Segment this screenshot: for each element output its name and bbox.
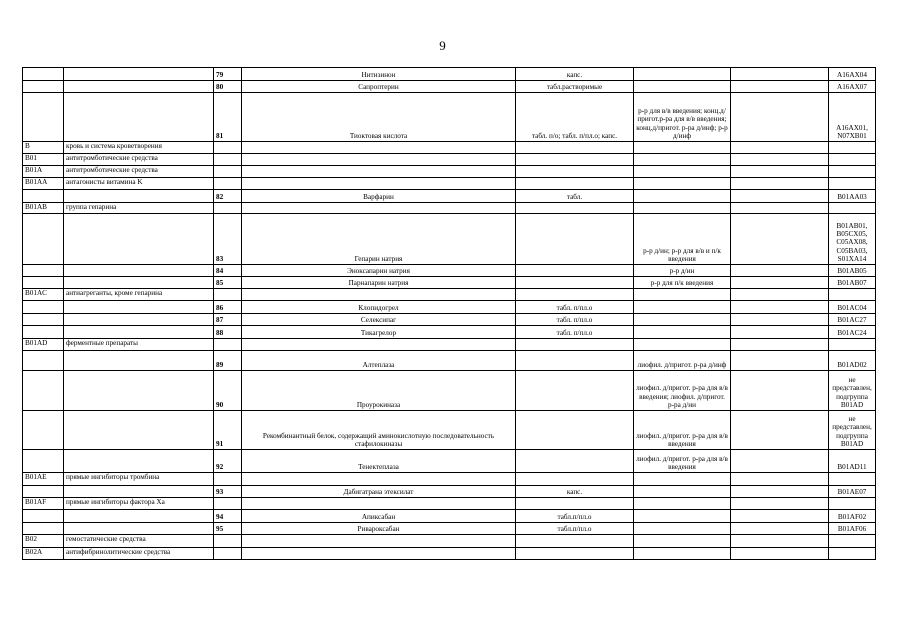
atc-group-code <box>23 486 64 498</box>
empty-cell <box>731 535 829 548</box>
dosage-form <box>516 450 634 473</box>
dosage-form <box>516 154 634 166</box>
atc-group-code: B01AA <box>23 178 64 190</box>
empty-cell <box>731 178 829 190</box>
atc-code <box>829 142 876 154</box>
administration-form <box>634 154 731 166</box>
drug-name: Дабигатрана этексилат <box>242 486 516 498</box>
administration-form <box>634 498 731 510</box>
table-row <box>23 81 876 93</box>
administration-form <box>634 535 731 548</box>
administration-form <box>634 523 731 535</box>
atc-group-code <box>23 523 64 535</box>
group-name <box>64 190 214 203</box>
empty-cell <box>731 498 829 510</box>
atc-code <box>829 166 876 178</box>
group-name: кровь и система кроветворения <box>64 142 214 154</box>
drug-name: Парнапарин натрия <box>242 277 516 289</box>
group-name <box>64 510 214 523</box>
item-number <box>214 142 242 154</box>
atc-code <box>829 535 876 548</box>
atc-code: B01AC27 <box>829 314 876 326</box>
item-number: 93 <box>214 486 242 498</box>
dosage-form: табл. п/пл.о <box>516 301 634 314</box>
atc-code: B01AA03 <box>829 190 876 203</box>
dosage-form <box>516 265 634 277</box>
empty-cell <box>731 450 829 473</box>
dosage-form <box>516 473 634 486</box>
dosage-form: капс. <box>516 486 634 498</box>
item-number <box>214 166 242 178</box>
group-name <box>64 81 214 93</box>
administration-form <box>634 166 731 178</box>
drug-name: Сапроптерин <box>242 81 516 93</box>
dosage-form <box>516 498 634 510</box>
empty-cell <box>731 473 829 486</box>
item-number <box>214 548 242 560</box>
group-name <box>64 371 214 411</box>
group-name <box>64 314 214 326</box>
drug-name: Проурокиназа <box>242 371 516 411</box>
atc-group-code: B01AC <box>23 289 64 301</box>
administration-form <box>634 339 731 351</box>
administration-form <box>634 203 731 214</box>
administration-form <box>634 326 731 339</box>
item-number: 91 <box>214 411 242 450</box>
group-row <box>23 178 876 190</box>
group-row <box>23 535 876 548</box>
table-row <box>23 351 876 371</box>
atc-group-code: B01AB <box>23 203 64 214</box>
group-name <box>64 301 214 314</box>
table-row <box>23 68 876 81</box>
item-number: 92 <box>214 450 242 473</box>
group-name: группа гепарина <box>64 203 214 214</box>
group-row <box>23 154 876 166</box>
drug-name: Тиоктовая кислота <box>242 93 516 142</box>
item-number <box>214 289 242 301</box>
table-row <box>23 411 876 450</box>
atc-code: B01AF02 <box>829 510 876 523</box>
dosage-form <box>516 371 634 411</box>
atc-group-code <box>23 81 64 93</box>
atc-group-code <box>23 277 64 289</box>
administration-form: р-р д/ин; р-р для в/в и п/к введения <box>634 214 731 265</box>
atc-group-code <box>23 510 64 523</box>
group-name <box>64 351 214 371</box>
item-number: 81 <box>214 93 242 142</box>
atc-code: A16AX07 <box>829 81 876 93</box>
group-row <box>23 142 876 154</box>
administration-form <box>634 510 731 523</box>
drug-name <box>242 339 516 351</box>
atc-code: B01AD02 <box>829 351 876 371</box>
item-number: 88 <box>214 326 242 339</box>
atc-code <box>829 473 876 486</box>
administration-form: лиофил. д/пригот. р-ра для в/в введения; лиофил. д/пригот. р-ра д/ин <box>634 371 731 411</box>
empty-cell <box>731 190 829 203</box>
page-number: 9 <box>439 38 446 53</box>
drug-name: Гепарин натрия <box>242 214 516 265</box>
dosage-form <box>516 411 634 450</box>
empty-cell <box>731 277 829 289</box>
dosage-form: капс. <box>516 68 634 81</box>
item-number: 80 <box>214 81 242 93</box>
empty-cell <box>731 339 829 351</box>
table-row <box>23 93 876 142</box>
atc-group-code: B01AF <box>23 498 64 510</box>
table-row <box>23 523 876 535</box>
group-name: антитромботические средства <box>64 166 214 178</box>
atc-code <box>829 498 876 510</box>
group-name: ферментные препараты <box>64 339 214 351</box>
dosage-form <box>516 178 634 190</box>
table-row <box>23 371 876 411</box>
drug-name: Алтеплаза <box>242 351 516 371</box>
administration-form: р-р д/ин <box>634 265 731 277</box>
group-name <box>64 214 214 265</box>
drug-name: Тикагрелор <box>242 326 516 339</box>
atc-code <box>829 203 876 214</box>
drug-name <box>242 548 516 560</box>
group-name <box>64 523 214 535</box>
item-number: 94 <box>214 510 242 523</box>
drug-name <box>242 473 516 486</box>
item-number: 79 <box>214 68 242 81</box>
table-row <box>23 301 876 314</box>
administration-form: лиофил. д/пригот. р-ра для в/в введения <box>634 411 731 450</box>
administration-form: лиофил. д/пригот. р-ра д/инф <box>634 351 731 371</box>
dosage-form: табл.п/пл.о <box>516 523 634 535</box>
empty-cell <box>731 548 829 560</box>
drug-name: Эноксапарин натрия <box>242 265 516 277</box>
administration-form <box>634 548 731 560</box>
table-row <box>23 510 876 523</box>
administration-form <box>634 473 731 486</box>
atc-code: B01AB05 <box>829 265 876 277</box>
atc-code: B01AE07 <box>829 486 876 498</box>
dosage-form: табл.п/пл.о <box>516 510 634 523</box>
empty-cell <box>731 68 829 81</box>
empty-cell <box>731 523 829 535</box>
empty-cell <box>731 166 829 178</box>
empty-cell <box>731 289 829 301</box>
atc-group-code: B01 <box>23 154 64 166</box>
group-name <box>64 277 214 289</box>
item-number: 90 <box>214 371 242 411</box>
atc-group-code <box>23 301 64 314</box>
drug-name: Нитизинон <box>242 68 516 81</box>
administration-form: р-р для в/в введения; конц.д/пригот.р-ра для в/в введения; конц.д/пригот. р-ра д/инф; р-р д/инф <box>634 93 731 142</box>
group-name: гемостатические средства <box>64 535 214 548</box>
empty-cell <box>731 510 829 523</box>
dosage-form: табл.растворимые <box>516 81 634 93</box>
table-row <box>23 326 876 339</box>
item-number: 82 <box>214 190 242 203</box>
administration-form <box>634 289 731 301</box>
group-name <box>64 486 214 498</box>
dosage-form <box>516 339 634 351</box>
atc-code <box>829 178 876 190</box>
drug-name <box>242 178 516 190</box>
item-number: 95 <box>214 523 242 535</box>
empty-cell <box>731 214 829 265</box>
drug-name: Апиксабан <box>242 510 516 523</box>
group-name <box>64 93 214 142</box>
group-name: антифибринолитические средства <box>64 548 214 560</box>
group-name <box>64 450 214 473</box>
administration-form <box>634 314 731 326</box>
drug-name <box>242 498 516 510</box>
group-name: антитромботические средства <box>64 154 214 166</box>
atc-group-code: B01AD <box>23 339 64 351</box>
group-row <box>23 166 876 178</box>
atc-group-code: B01A <box>23 166 64 178</box>
atc-code <box>829 289 876 301</box>
atc-code: B01AC04 <box>829 301 876 314</box>
atc-group-code <box>23 314 64 326</box>
dosage-form: табл. п/пл.о <box>516 326 634 339</box>
item-number: 84 <box>214 265 242 277</box>
table-row <box>23 214 876 265</box>
atc-group-code <box>23 450 64 473</box>
drug-name: Ривароксабан <box>242 523 516 535</box>
item-number: 87 <box>214 314 242 326</box>
atc-code <box>829 339 876 351</box>
dosage-form: табл. п/пл.о <box>516 314 634 326</box>
atc-group-code <box>23 265 64 277</box>
empty-cell <box>731 326 829 339</box>
table-row <box>23 190 876 203</box>
empty-cell <box>731 154 829 166</box>
atc-code: B01AD11 <box>829 450 876 473</box>
empty-cell <box>731 371 829 411</box>
drug-name: Тенектеплаза <box>242 450 516 473</box>
empty-cell <box>731 301 829 314</box>
atc-group-code: B01AE <box>23 473 64 486</box>
item-number: 86 <box>214 301 242 314</box>
drug-name <box>242 203 516 214</box>
atc-code <box>829 548 876 560</box>
group-name: прямые ингибиторы тромбина <box>64 473 214 486</box>
group-name <box>64 68 214 81</box>
item-number <box>214 203 242 214</box>
group-name <box>64 411 214 450</box>
atc-code: A16AX04 <box>829 68 876 81</box>
empty-cell <box>731 351 829 371</box>
dosage-form <box>516 277 634 289</box>
atc-code: B01AF06 <box>829 523 876 535</box>
atc-group-code <box>23 68 64 81</box>
group-name: антагонисты витамина K <box>64 178 214 190</box>
empty-cell <box>731 486 829 498</box>
group-name <box>64 326 214 339</box>
administration-form <box>634 81 731 93</box>
table-row <box>23 265 876 277</box>
group-row <box>23 473 876 486</box>
group-row <box>23 498 876 510</box>
item-number <box>214 535 242 548</box>
table-row <box>23 450 876 473</box>
atc-group-code <box>23 351 64 371</box>
item-number <box>214 473 242 486</box>
atc-code: B01AC24 <box>829 326 876 339</box>
item-number <box>214 339 242 351</box>
atc-group-code <box>23 326 64 339</box>
dosage-form <box>516 548 634 560</box>
empty-cell <box>731 314 829 326</box>
empty-cell <box>731 93 829 142</box>
atc-group-code <box>23 214 64 265</box>
administration-form <box>634 178 731 190</box>
table-row <box>23 486 876 498</box>
group-name: прямые ингибиторы фактора Xa <box>64 498 214 510</box>
item-number: 85 <box>214 277 242 289</box>
drug-name <box>242 142 516 154</box>
group-row <box>23 339 876 351</box>
administration-form <box>634 68 731 81</box>
dosage-form <box>516 203 634 214</box>
dosage-form <box>516 142 634 154</box>
atc-group-code <box>23 190 64 203</box>
atc-code: не представлен, подгруппа B01AD <box>829 411 876 450</box>
atc-group-code <box>23 93 64 142</box>
administration-form: лиофил. д/пригот. р-ра для в/в введения <box>634 450 731 473</box>
empty-cell <box>731 142 829 154</box>
item-number <box>214 178 242 190</box>
administration-form <box>634 301 731 314</box>
administration-form <box>634 486 731 498</box>
atc-code: не представлен, подгруппа B01AD <box>829 371 876 411</box>
dosage-form <box>516 351 634 371</box>
empty-cell <box>731 265 829 277</box>
group-name: антиагреганты, кроме гепарина <box>64 289 214 301</box>
drug-name <box>242 535 516 548</box>
item-number: 83 <box>214 214 242 265</box>
group-row <box>23 289 876 301</box>
table-row <box>23 314 876 326</box>
drug-list-table <box>22 67 876 560</box>
dosage-form <box>516 289 634 301</box>
drug-name: Клопидогрел <box>242 301 516 314</box>
administration-form <box>634 190 731 203</box>
empty-cell <box>731 81 829 93</box>
atc-code: B01AB01, B05CX05, C05AX08, C05BA03, S01XA14 <box>829 214 876 265</box>
dosage-form <box>516 214 634 265</box>
atc-group-code <box>23 411 64 450</box>
atc-group-code: B02 <box>23 535 64 548</box>
atc-code: B01AB07 <box>829 277 876 289</box>
atc-group-code: B02A <box>23 548 64 560</box>
drug-name <box>242 166 516 178</box>
group-row <box>23 548 876 560</box>
dosage-form <box>516 535 634 548</box>
administration-form: р-р для п/к введения <box>634 277 731 289</box>
drug-name: Рекомбинантный белок, содержащий аминокислотную последовательность стафилокиназы <box>242 411 516 450</box>
drug-name: Селексипаг <box>242 314 516 326</box>
drug-name: Варфарин <box>242 190 516 203</box>
empty-cell <box>731 203 829 214</box>
atc-code: A16AX01, N07XB01 <box>829 93 876 142</box>
dosage-form <box>516 166 634 178</box>
atc-code <box>829 154 876 166</box>
empty-cell <box>731 411 829 450</box>
dosage-form: табл. п/о; табл. п/пл.о; капс. <box>516 93 634 142</box>
table-body <box>23 68 876 560</box>
atc-group-code <box>23 371 64 411</box>
group-name <box>64 265 214 277</box>
table-row <box>23 277 876 289</box>
item-number <box>214 498 242 510</box>
item-number <box>214 154 242 166</box>
item-number: 89 <box>214 351 242 371</box>
drug-name <box>242 289 516 301</box>
dosage-form: табл. <box>516 190 634 203</box>
drug-name <box>242 154 516 166</box>
administration-form <box>634 142 731 154</box>
atc-group-code: B <box>23 142 64 154</box>
group-row <box>23 203 876 214</box>
